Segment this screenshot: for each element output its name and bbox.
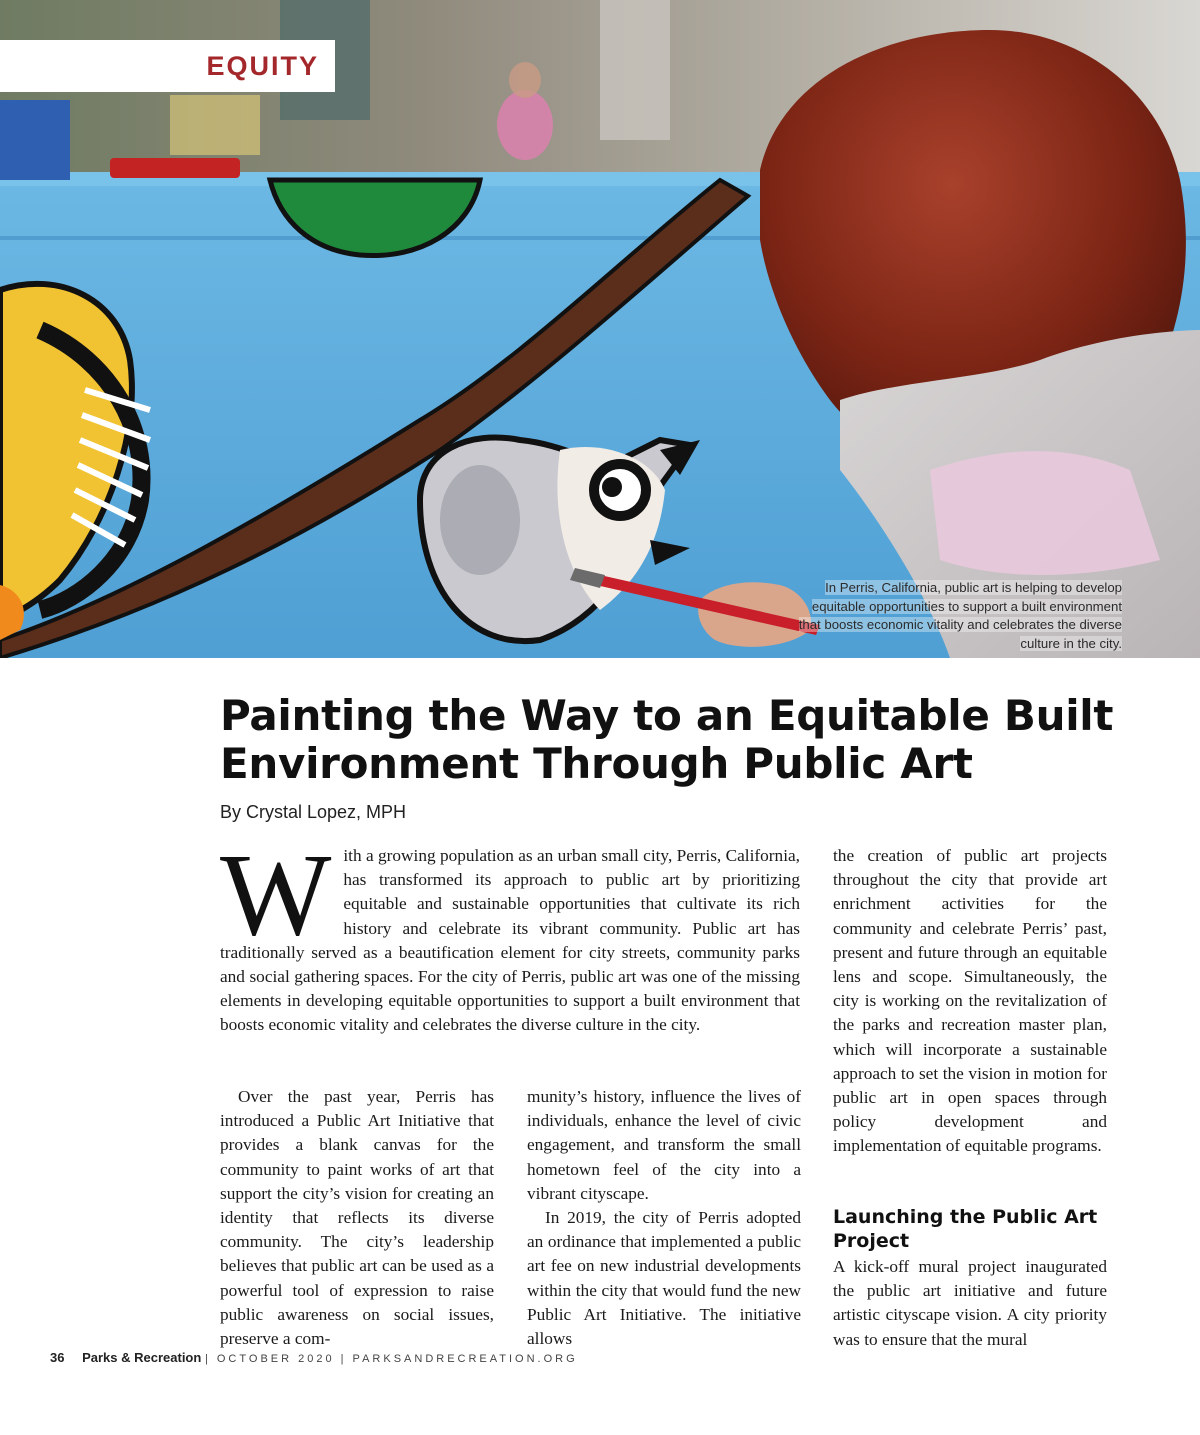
body-paragraph: A kick-off mural project inaugurated the public art initiative and future artistic cityscape vision. A city priority was to ensure that the mural bbox=[833, 1257, 1107, 1349]
column-1 bbox=[220, 1085, 494, 1351]
body-paragraph: In 2019, the city of Perris adopted an ordinance that implemented a public art fee on new industrial developments within the city that would fund the new Public Art Initiative. The initiative allows bbox=[527, 1208, 801, 1349]
column-2 bbox=[527, 1085, 801, 1351]
photo-caption-text: In Perris, California, public art is helping to develop equitable opportunities to support a built environment that boosts economic vitality and celebrates the diverse culture in the city. bbox=[798, 580, 1122, 651]
page-number: 36 bbox=[50, 1350, 65, 1365]
section-subhead: Launching the Public Art Project bbox=[833, 1206, 1098, 1252]
section-tag-label: EQUITY bbox=[206, 50, 319, 81]
mural-painting-illustration bbox=[0, 0, 1200, 658]
issue-info: | OCTOBER 2020 | PARKSANDRECREATION.ORG bbox=[204, 1353, 578, 1365]
article-byline: By Crystal Lopez, MPH bbox=[220, 802, 407, 822]
magazine-name: Parks & Recreation bbox=[82, 1350, 202, 1365]
hero-photo bbox=[0, 0, 1200, 658]
column-3-continued bbox=[833, 1255, 1107, 1352]
drop-cap: W bbox=[220, 829, 332, 960]
intro-text: ith a growing population as an urban small city, Perris, California, has transformed its approach to public art by prioritizing equitable and sustainable opportunities that cultivate its rich history and celebrate its vibrant community. Public art has traditionally served as a beautification element for city streets, community parks and social gathering spaces. For the city of Perris, public art was one of the missing elements in developing equitable opportunities to support a built environment that boosts economic vitality and celebrates the diverse culture in the city. bbox=[220, 846, 800, 1035]
body-paragraph: Over the past year, Perris has introduced a Public Art Initiative that provides a blank canvas for the community to paint works of art that support the city’s vision for creating an identity that reflects its diverse community. The city’s leadership believes that public art can be used as a powerful tool of expression to raise public awareness on social issues, preserve a com- bbox=[220, 1087, 494, 1349]
body-paragraph: the creation of public art projects throughout the city that provide art enrichment activities for the community and celebrate Perris’ past, present and future through an equitable lens and scope. Simultaneously, the city is working on the revitalization of the parks and recreation master plan, which will incorporate a sustainable approach to set the vision in motion for public art in open spaces through policy development and implementation of equitable programs. bbox=[833, 846, 1107, 1156]
body-paragraph: munity’s history, influence the lives of individuals, enhance the level of civic engagement, and transform the small hometown feel of the city into a vibrant cityscape. bbox=[527, 1087, 801, 1203]
photo-caption bbox=[792, 579, 1122, 653]
page-footer bbox=[50, 1350, 578, 1365]
intro-paragraph bbox=[220, 829, 800, 1038]
section-tag bbox=[0, 40, 335, 92]
column-3 bbox=[833, 844, 1107, 1159]
article-title: Painting the Way to an Equitable Built Environment Through Public Art bbox=[220, 691, 1114, 788]
